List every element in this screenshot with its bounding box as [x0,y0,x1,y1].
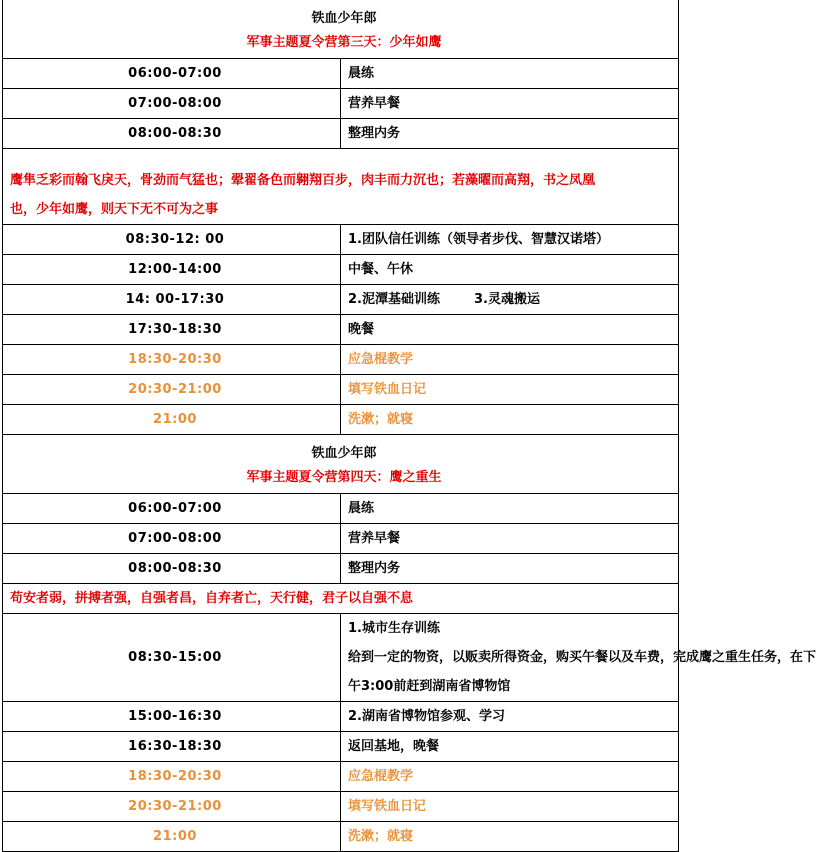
time-cell: 20:30-21:00 [3,792,341,822]
activity-cell: 2.湖南省博物馆参观、学习 [341,702,679,732]
task-line: 午3:00前赶到湖南省博物馆 [348,679,511,694]
day3-title: 铁血少年郎 [311,11,377,26]
activity-cell: 整理内务 [341,119,679,149]
time-cell: 18:30-20:30 [3,345,341,375]
time-cell: 08:00-08:30 [3,554,341,584]
table-row [3,225,679,255]
table-row [3,285,679,315]
day3-motto-line1: 鹰隼乏彩而翰飞戾天，骨劲而气猛也；翚翟备色而翱翔百步，肉丰而力沉也；若藻曜而高翔，书之凤凰 [10,172,596,188]
activity-text: 2.泥潭基础训练 [348,292,440,307]
day3-motto [3,149,679,225]
day4-title: 铁血少年郎 [311,446,377,461]
table-row [3,494,679,524]
time-cell: 21:00 [3,822,341,852]
day3-motto-row [3,149,679,225]
time-cell: 06:00-07:00 [3,494,341,524]
activity-cell: 营养早餐 [341,89,679,119]
table-row [3,375,679,405]
time-cell: 07:00-08:00 [3,524,341,554]
time-cell: 21:00 [3,405,341,435]
day4-subtitle: 军事主题夏令营第四天：鹰之重生 [246,470,442,485]
task-line: 给到一定的物资，以贩卖所得资金，购买午餐以及车费，完成鹰之重生任务，在下 [348,650,816,665]
time-cell: 16:30-18:30 [3,732,341,762]
day4-header [3,435,679,494]
task-line: 1.城市生存训练 [348,621,440,636]
table-row [3,405,679,435]
activity-cell: 整理内务 [341,554,679,584]
activity-cell: 应急棍教学 [341,345,679,375]
time-cell: 17:30-18:30 [3,315,341,345]
time-cell: 07:00-08:00 [3,89,341,119]
table-row [3,345,679,375]
table-row [3,762,679,792]
table-row [3,732,679,762]
table-row [3,119,679,149]
activity-cell: 营养早餐 [341,524,679,554]
time-cell: 08:30-12: 00 [3,225,341,255]
activity-cell: 填写铁血日记 [341,792,679,822]
time-cell: 12:00-14:00 [3,255,341,285]
activity-cell: 中餐、午休 [341,255,679,285]
table-row [3,89,679,119]
activity-cell: 晚餐 [341,315,679,345]
table-row [3,255,679,285]
table-row [3,524,679,554]
table-row [3,702,679,732]
activity-cell [341,614,816,702]
day4-motto-row [3,584,679,614]
table-row [3,792,679,822]
time-cell: 06:00-07:00 [3,59,341,89]
activity-cell: 晨练 [341,494,679,524]
activity-cell: 洗漱；就寝 [341,822,679,852]
time-cell: 08:00-08:30 [3,119,341,149]
schedule-table [2,0,816,852]
table-row [3,822,679,852]
activity-cell: 填写铁血日记 [341,375,679,405]
table-row [3,315,679,345]
day4-motto: 苟安者弱，拼搏者强，自强者昌，自弃者亡，天行健，君子以自强不息 [3,584,679,614]
activity-cell: 晨练 [341,59,679,89]
time-cell: 15:00-16:30 [3,702,341,732]
activity-cell: 1.团队信任训练（领导者步伐、智慧汉诺塔） [341,225,679,255]
time-cell: 14: 00-17:30 [3,285,341,315]
day3-motto-line2: 也，少年如鹰，则天下无不可为之事 [10,201,219,217]
table-row [3,554,679,584]
activity-text-2: 3.灵魂搬运 [473,292,540,307]
activity-cell: 应急棍教学 [341,762,679,792]
time-cell: 18:30-20:30 [3,762,341,792]
day3-subtitle: 军事主题夏令营第三天：少年如鹰 [246,35,442,50]
time-cell: 08:30-15:00 [3,614,341,702]
time-cell: 20:30-21:00 [3,375,341,405]
activity-cell: 返回基地，晚餐 [341,732,679,762]
day3-header [3,0,679,59]
activity-cell [341,285,679,315]
day4-header-row [3,435,679,494]
day3-header-row [3,0,679,59]
table-row [3,614,679,702]
table-row [3,59,679,89]
activity-cell: 洗漱；就寝 [341,405,679,435]
